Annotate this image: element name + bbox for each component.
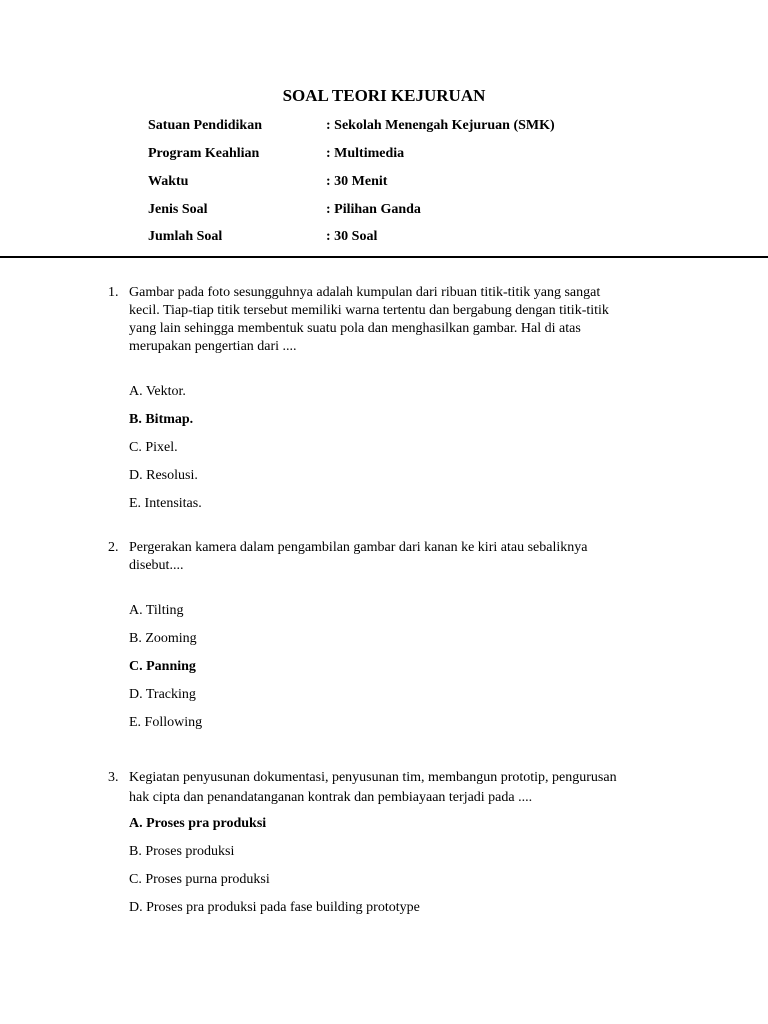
- answer-option: D. Tracking: [129, 687, 196, 702]
- info-label: Jumlah Soal: [148, 229, 223, 244]
- answer-option: B. Zooming: [129, 631, 197, 646]
- question-text-line: Kegiatan penyusunan dokumentasi, penyusunan tim, membangun prototip, pengurusan: [129, 770, 617, 785]
- question-text-line: yang lain sehingga membentuk suatu pola dan menghasilkan gambar. Hal di atas: [129, 321, 581, 336]
- info-value: : 30 Menit: [326, 174, 388, 189]
- answer-option: C. Proses purna produksi: [129, 872, 270, 887]
- answer-option: D. Resolusi.: [129, 468, 198, 483]
- info-label: Waktu: [148, 174, 189, 189]
- answer-option: C. Pixel.: [129, 440, 178, 455]
- answer-option-correct: A. Proses pra produksi: [129, 816, 267, 831]
- question-text-line: disebut....: [129, 558, 184, 573]
- header-divider: [0, 256, 768, 258]
- question-number: 1.: [108, 285, 119, 300]
- info-value: : Multimedia: [326, 146, 405, 161]
- answer-option: B. Proses produksi: [129, 844, 235, 859]
- info-value: : Pilihan Ganda: [326, 202, 421, 217]
- question-text-line: merupakan pengertian dari ....: [129, 339, 297, 354]
- question-number: 2.: [108, 540, 119, 555]
- answer-option: E. Intensitas.: [129, 496, 202, 511]
- info-label: Satuan Pendidikan: [148, 118, 262, 133]
- info-value: : Sekolah Menengah Kejuruan (SMK): [326, 118, 555, 133]
- answer-option-correct: C. Panning: [129, 659, 196, 674]
- question-text-line: hak cipta dan penandatanganan kontrak dan pembiayaan terjadi pada ....: [129, 790, 533, 805]
- answer-option: A. Tilting: [129, 603, 184, 618]
- question-number: 3.: [108, 770, 119, 785]
- answer-option: E. Following: [129, 715, 203, 730]
- answer-option: D. Proses pra produksi pada fase building prototype: [129, 900, 420, 915]
- question-text-line: Gambar pada foto sesungguhnya adalah kumpulan dari ribuan titik-titik yang sangat: [129, 285, 601, 300]
- question-text-line: Pergerakan kamera dalam pengambilan gambar dari kanan ke kiri atau sebaliknya: [129, 540, 588, 555]
- info-label: Jenis Soal: [148, 202, 208, 217]
- answer-option-correct: B. Bitmap.: [129, 412, 194, 427]
- answer-option: A. Vektor.: [129, 384, 186, 399]
- info-value: : 30 Soal: [326, 229, 378, 244]
- info-label: Program Keahlian: [148, 146, 260, 161]
- page-title: SOAL TEORI KEJURUAN: [282, 86, 486, 105]
- question-text-line: kecil. Tiap-tiap titik tersebut memiliki warna tertentu dan bergabung dengan titik-titik: [129, 303, 609, 318]
